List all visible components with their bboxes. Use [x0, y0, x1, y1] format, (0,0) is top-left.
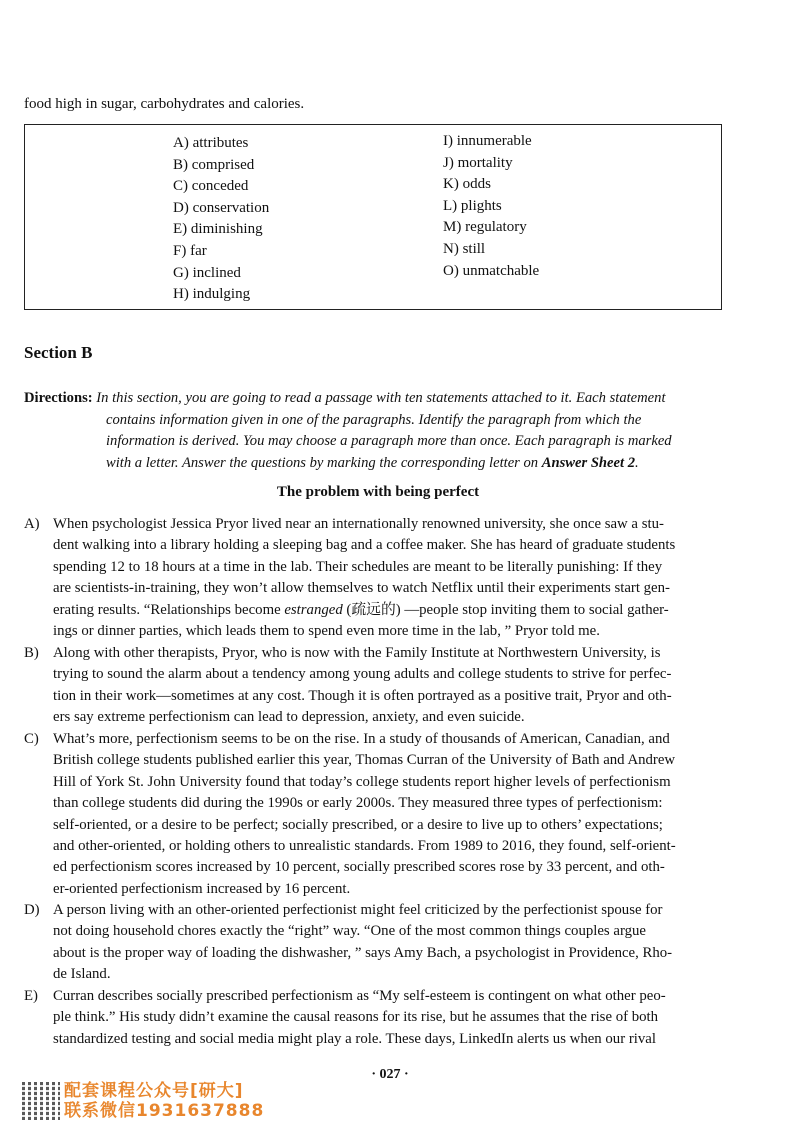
- paragraph-line: Hill of York St. John University found that today’s college students report higher levels of perfectionism: [53, 773, 671, 790]
- answer-sheet-ref: Answer Sheet 2: [541, 454, 636, 471]
- paragraph-letter: E): [24, 988, 38, 1004]
- word-option: I) innumerable: [443, 133, 532, 149]
- paragraph-line: than college students did during the 1990s or early 2000s. They measured three types of perfectionism:: [53, 795, 663, 812]
- word-option: F) far: [173, 242, 207, 259]
- word-option: A) attributes: [173, 135, 249, 151]
- paragraph-letter: D): [24, 902, 40, 918]
- paragraph-line: ers say extreme perfectionism can lead to depression, anxiety, and even suicide.: [53, 709, 525, 726]
- section-title: Section B: [24, 343, 93, 362]
- watermark: [64, 1081, 264, 1121]
- word-option: D) conservation: [173, 199, 270, 216]
- word-option: J) mortality: [443, 154, 513, 171]
- directions-line: with a letter. Answer the questions by marking the corresponding letter on: [106, 454, 542, 471]
- page-number: · 027 ·: [371, 1067, 409, 1082]
- paragraph: [24, 900, 736, 986]
- paragraph-line: er-oriented perfectionism increased by 16 percent.: [53, 880, 351, 897]
- paragraph-line: Curran describes socially prescribed perfectionism as “My self-esteem is contingent on what other peo-: [53, 988, 666, 1004]
- paragraph-line: self-oriented, or a desire to be perfect; socially prescribed, or a desire to live up to others’ expectations;: [53, 816, 663, 833]
- paragraph-line: are scientists-in-training, they won’t allow themselves to watch Netflix until their experiments start gen-: [53, 580, 670, 597]
- paragraph-line: ings or dinner parties, which leads them to spend even more time in the lab, ” Pryor told me.: [53, 623, 600, 640]
- paragraph: [24, 643, 736, 729]
- paragraph-text: [53, 729, 736, 900]
- paragraph-line: What’s more, perfectionism seems to be on the rise. In a study of thousands of American, Canadian, and: [53, 731, 670, 747]
- paragraph-text: [53, 900, 736, 986]
- paragraph-line: ed perfectionism scores increased by 10 percent, socially prescribed scores rose by 33 percent, and oth-: [53, 859, 665, 876]
- directions-end: .: [635, 454, 639, 471]
- paragraph-text: [53, 986, 736, 1050]
- paragraph-letter: B): [24, 645, 39, 661]
- paragraph-line: trying to sound the alarm about a tendency among young adults and college students to strive for perfec-: [53, 666, 672, 683]
- directions-line: contains information given in one of the paragraphs. Identify the paragraph from which the: [106, 411, 642, 428]
- directions-line: In this section, you are going to read a passage with ten statements attached to it. Each statement: [96, 390, 666, 406]
- paragraph-letter: A): [24, 516, 40, 532]
- word-option: L) plights: [443, 197, 502, 214]
- qr-code-icon: [22, 1082, 60, 1120]
- paragraph-line: de Island.: [53, 966, 111, 983]
- paragraph-line: not doing household chores exactly the “right” way. “One of the most common things couples argue: [53, 923, 646, 940]
- directions-line: information is derived. You may choose a paragraph more than once. Each paragraph is marked: [106, 433, 672, 450]
- passage-title: The problem with being perfect: [276, 484, 480, 500]
- watermark-line: 联系微信1931637888: [64, 1101, 265, 1121]
- paragraph-line: A person living with an other-oriented perfectionist might feel criticized by the perfectionist spouse for: [53, 902, 663, 918]
- word-option: O) unmatchable: [443, 262, 540, 279]
- word-option: B) comprised: [173, 156, 255, 173]
- paragraph: [24, 986, 736, 1050]
- paragraph-line: spending 12 to 18 hours at a time in the lab. Their schedules are meant to be literally punishing: If they: [53, 558, 663, 575]
- word-option: M) regulatory: [443, 219, 527, 236]
- paragraph-line: dent walking into a library holding a sleeping bag and a coffee maker. She has heard of graduate students: [53, 537, 676, 554]
- word-option: C) conceded: [173, 178, 249, 195]
- paragraph-line: When psychologist Jessica Pryor lived near an internationally renowned university, she once saw a stu-: [53, 516, 664, 532]
- preceding-text-line: food high in sugar, carbohydrates and calories.: [24, 96, 305, 112]
- paragraph: [24, 729, 736, 900]
- word-bank-box: [24, 124, 722, 310]
- paragraph-line: and other-oriented, or holding others to unrealistic standards. From 1989 to 2016, they found, self-orient-: [53, 838, 676, 855]
- paragraph-letter: C): [24, 731, 39, 747]
- word-option: E) diminishing: [173, 221, 263, 238]
- word-option: G) inclined: [173, 264, 241, 281]
- paragraph-line: British college students published earlier this year, Thomas Curran of the University of Bath and Andrew: [53, 752, 676, 769]
- word-option: K) odds: [443, 176, 491, 193]
- italic-word: estranged: [284, 601, 343, 618]
- word-option: H) indulging: [173, 286, 251, 303]
- paragraph-text: [53, 643, 736, 729]
- watermark-line: 配套课程公众号[研大]: [64, 1081, 244, 1101]
- word-bank-left-column: [173, 133, 269, 306]
- directions-label: Directions:: [24, 390, 93, 406]
- paragraph-line: erating results. “Relationships become estranged (疏远的) —people stop inviting them to social gather-: [53, 601, 669, 618]
- word-option: N) still: [443, 240, 486, 257]
- paragraph-line: tion in their work—sometimes at any cost. Though it is often portrayed as a positive trait, Pryor and oth-: [53, 687, 672, 704]
- paragraph-line: Along with other therapists, Pryor, who is now with the Family Institute at Northwestern University, is: [53, 645, 661, 661]
- paragraph-line: about is the proper way of loading the dishwasher, ” says Amy Bach, a psychologist in Providence, Rho-: [53, 944, 673, 961]
- paragraph-line: standardized testing and social media might play a role. These days, LinkedIn alerts us when our rival: [53, 1030, 656, 1047]
- paragraph: [24, 514, 736, 642]
- directions: [24, 388, 730, 474]
- paragraph-text: [53, 514, 736, 642]
- paragraph-line: ple think.” His study didn’t examine the causal reasons for its rise, but he assumes that the rise of both: [53, 1009, 659, 1026]
- word-bank-right-column: [443, 131, 539, 282]
